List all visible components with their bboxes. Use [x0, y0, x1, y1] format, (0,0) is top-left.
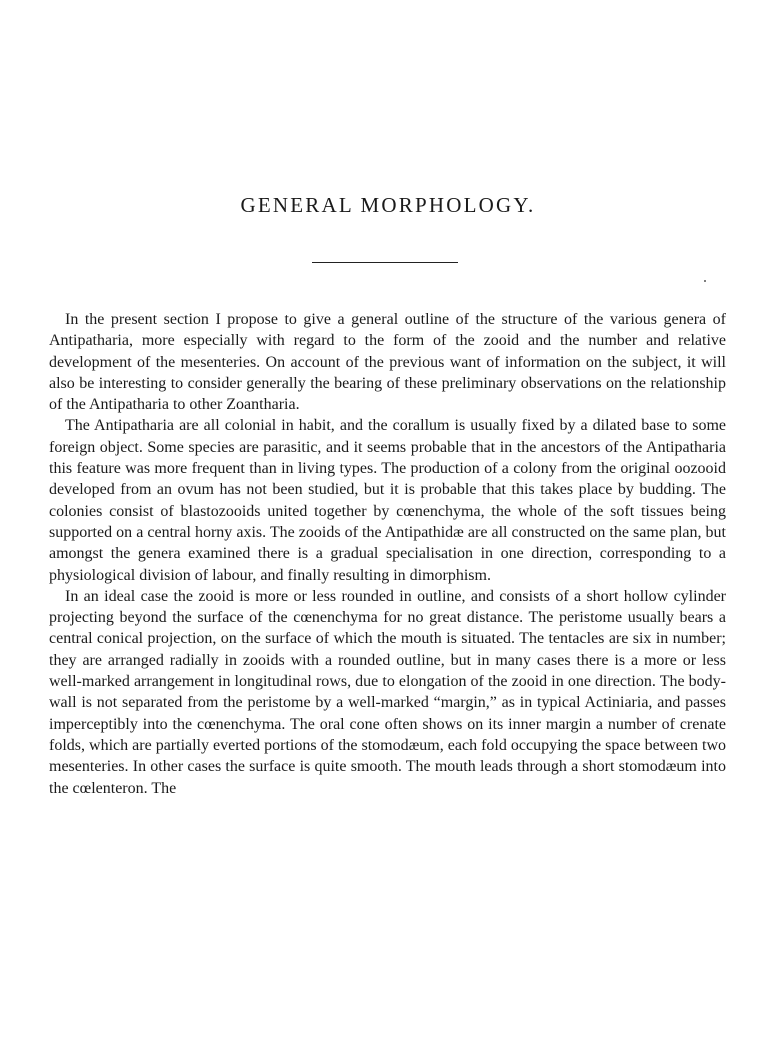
- print-speck: [704, 280, 706, 282]
- title-divider: [312, 262, 458, 263]
- page-title: GENERAL MORPHOLOGY.: [240, 193, 536, 217]
- paragraph-intro: In the present section I propose to give a general outline of the structure of the various genera of Antipatharia, more especially with regard to the form of the zooid and the number and relative development of the mesenteries. On account of the previous want of information on the subject, it will also be interesting to consider generally the bearing of these preliminary observations on the relationship of the Antipatharia to other Zoantharia.: [49, 311, 726, 414]
- body-text: [49, 309, 726, 799]
- paragraph-colonial-habit: The Antipatharia are all colonial in habit, and the corallum is usually fixed by a dilated base to some foreign object. Some species are parasitic, and it seems probable that in the ancestors of the Antipatharia this feature was more frequent than in living types. The production of a colony from the original oozooid developed from an ovum has not been studied, but it is probable that this takes place by budding. The colonies consist of blastozooids united together by cœnenchyma, the whole of the soft tissues being supported on a central horny axis. The zooids of the Antipathidæ are all constructed on the same plan, but amongst the genera examined there is a gradual specialisation in one direction, corresponding to a physiological division of labour, and finally resulting in dimorphism.: [49, 417, 726, 584]
- paragraph-ideal-zooid: In an ideal case the zooid is more or less rounded in outline, and consists of a short hollow cylinder projecting beyond the surface of the cœnenchyma for no great distance. The peristome usually bears a central conical projection, on the surface of which the mouth is situated. The tentacles are six in number; they are arranged radially in zooids with a rounded outline, but in many cases there is a more or less well-marked arrangement in longitudinal rows, due to elongation of the zooid in one direction. The body-wall is not separated from the peristome by a well-marked “margin,” as in typical Actiniaria, and passes imperceptibly into the cœnenchyma. The oral cone often shows on its inner margin a number of crenate folds, which are partially everted portions of the stomodæum, each fold occupying the space between two mesenteries. In other cases the surface is quite smooth. The mouth leads through a short stomodæum into the cœlenteron. The: [49, 587, 726, 797]
